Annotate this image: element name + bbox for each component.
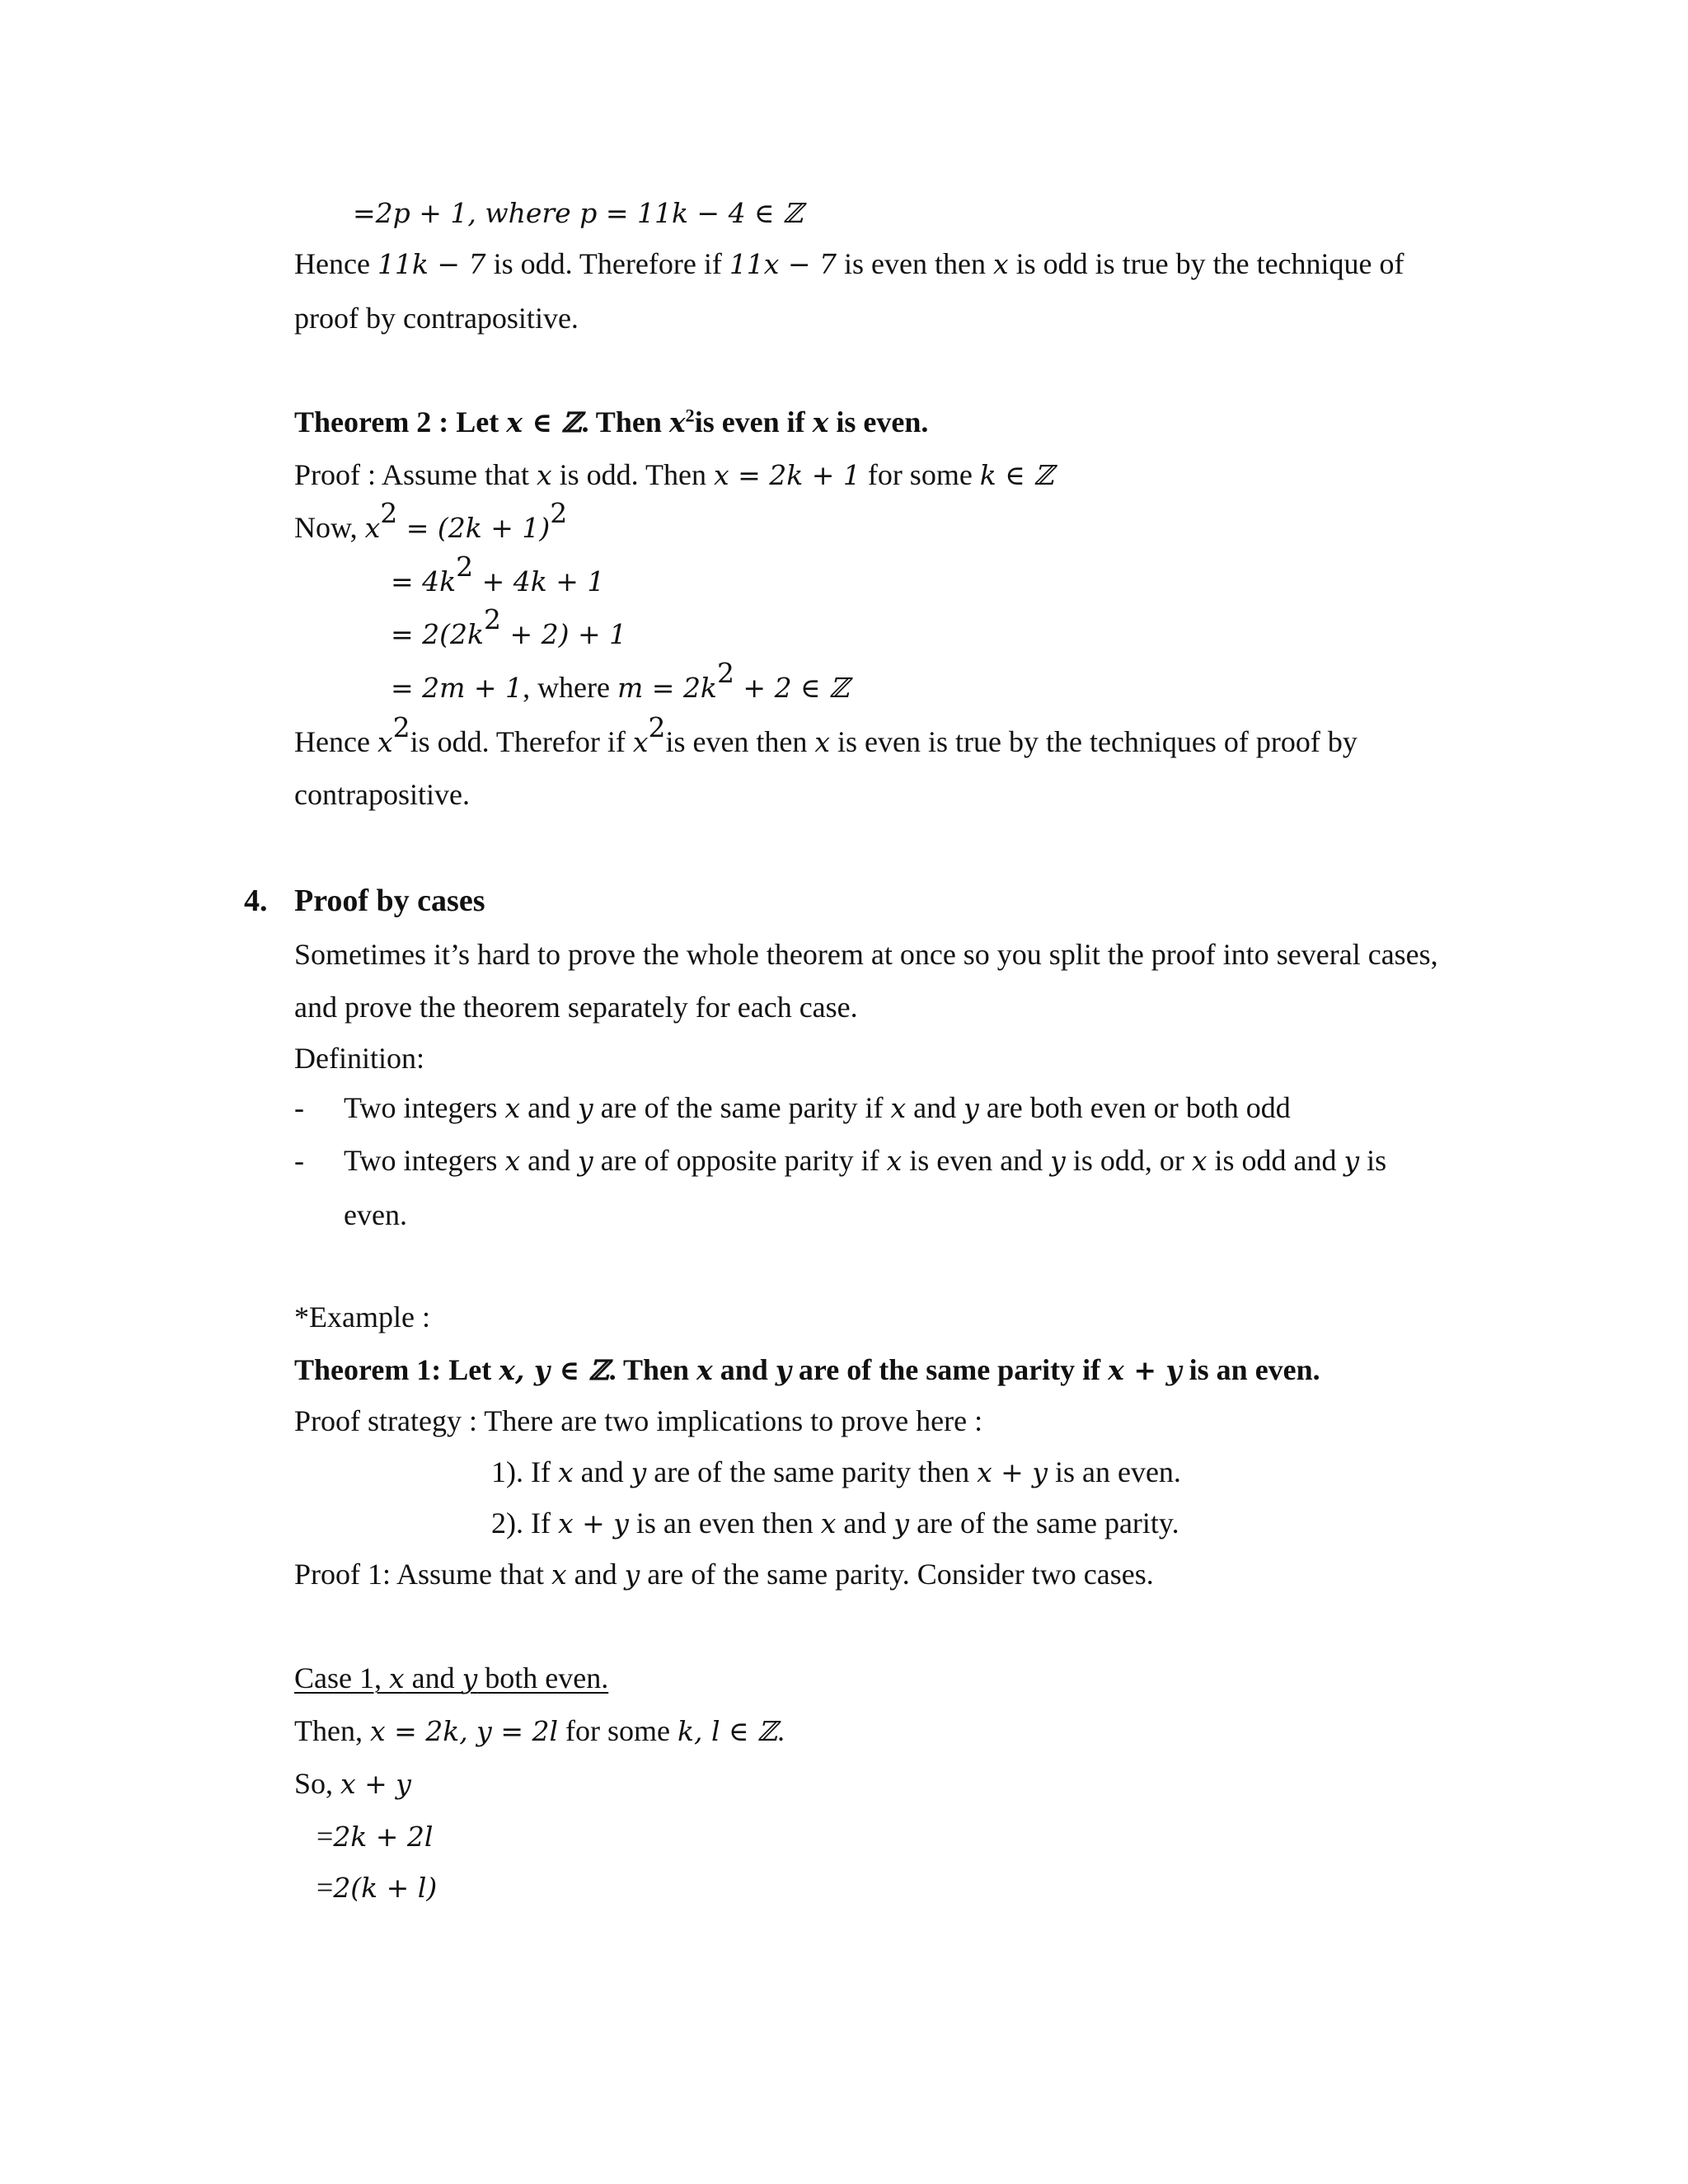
line-11: contrapositive. — [294, 778, 470, 811]
bullet-dash: - — [294, 1091, 304, 1124]
line-03: proof by contrapositive. — [294, 302, 579, 335]
line-29: =2(k + l) — [316, 1871, 438, 1904]
bullet-dash: - — [294, 1144, 304, 1177]
theorem-1-statement: Theorem 1: Let x, y ∈ ℤ. Then x and y are of the same parity if x + y is an even. — [294, 1353, 1320, 1386]
bullet-item-opposite-parity: Two integers x and y are of opposite parity if x is even and y is odd, or x is odd and y is — [344, 1144, 1387, 1177]
line-24: Proof 1: Assume that x and y are of the same parity. Consider two cases. — [294, 1558, 1154, 1591]
case-1-heading: Case 1, x and y both even. — [294, 1661, 609, 1694]
section-title: Proof by cases — [294, 883, 485, 918]
line-18: even. — [344, 1198, 407, 1231]
line-14: and prove the theorem separately for each case. — [294, 991, 858, 1024]
section-number: 4. — [244, 883, 268, 918]
line-22: 1). If x and y are of the same parity then x + y is an even. — [491, 1455, 1181, 1488]
line-28: =2k + 2l — [316, 1820, 434, 1853]
line-27: So, x + y — [294, 1767, 411, 1800]
line-05: Proof : Assume that x is odd. Then x = 2k + 1 for some k ∈ ℤ — [294, 458, 1054, 491]
line-21: Proof strategy : There are two implications to prove here : — [294, 1404, 983, 1437]
theorem-2-statement: Theorem 2 : Let x ∈ ℤ. Then $x^2is$ even if x is even. — [294, 405, 929, 438]
line-19: *Example : — [294, 1301, 430, 1333]
line-07: = $4k^2 + 4k + 1$ — [391, 551, 605, 598]
line-08: = $2(2k^2 + 2) + 1$ — [391, 603, 627, 651]
line-23: 2). If x + y is an even then x and y are of the same parity. — [491, 1507, 1179, 1540]
equation: =2p + 1, where p = 11k − 4 ∈ ℤ — [353, 197, 804, 229]
line-13: Sometimes it’s hard to prove the whole theorem at once so you split the proof into several cases, — [294, 938, 1438, 971]
line-26: Then, x = 2k, y = 2l for some k, l ∈ ℤ. — [294, 1714, 785, 1747]
line-06: Now, $x^2 = (2k + 1)^2$ — [294, 496, 568, 544]
section-heading — [244, 885, 268, 916]
line-15: Definition: — [294, 1042, 424, 1075]
bullet-item-same-parity: Two integers x and y are of the same parity if x and y are both even or both odd — [344, 1091, 1291, 1124]
line-02: Hence 11k − 7 is odd. Therefore if 11x − 7 is even then x is odd is true by the technique of — [294, 247, 1404, 280]
line-01 — [353, 198, 803, 227]
line-09: = 2m + 1, where $m = 2k^2 + 2$ ∈ ℤ — [391, 656, 850, 704]
line-10: Hence $x^2is$ odd. Therefor if $x^2is$ even then x is even is true by the techniques of proof by — [294, 710, 1357, 758]
